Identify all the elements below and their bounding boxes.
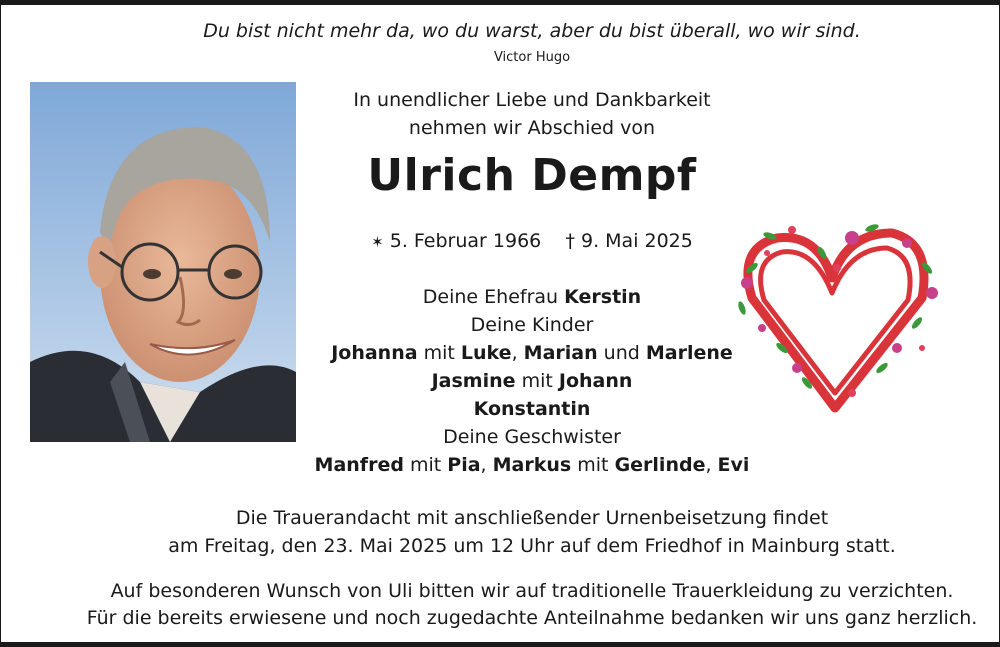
mourner-children-line-1: Johanna mit Luke, Marian und Marlene (331, 342, 733, 364)
flower-heart-illustration (722, 208, 948, 428)
service-line-1: Die Trauerandacht mit anschließender Urnenbeisetzung findet (235, 507, 829, 529)
closing-line-2: Für die bereits erwiesene und noch zugedachte Anteilnahme bedanken wir uns ganz herzlich. (86, 607, 978, 629)
mourner-siblings-line: Manfred mit Pia, Markus mit Gerlinde, Evi (314, 454, 750, 476)
service-line-2: am Freitag, den 23. Mai 2025 um 12 Uhr auf dem Friedhof in Mainburg statt. (168, 535, 896, 557)
mourner-children-line-2: Jasmine mit Johann (431, 370, 633, 392)
deceased-name: Ulrich Dempf (367, 150, 697, 201)
mourner-wife: Deine Ehefrau Kerstin (422, 286, 642, 308)
mourner-siblings-label: Deine Geschwister (443, 426, 621, 448)
death-date: 9. Mai 2025 (580, 230, 693, 252)
intro-line-1: In unendlicher Liebe und Dankbarkeit (353, 89, 711, 111)
death-cross-icon: † (565, 230, 575, 252)
birth-date: 5. Februar 1966 (389, 230, 542, 252)
intro-line-2: nehmen wir Abschied von (408, 117, 656, 139)
birth-star-icon: ✶ (371, 233, 384, 251)
quote: Du bist nicht mehr da, wo du warst, aber du bist überall, wo wir sind. (203, 20, 861, 42)
quote-author: Victor Hugo (493, 50, 571, 65)
wife-name: Kerstin (564, 286, 642, 308)
mourner-children-label: Deine Kinder (470, 314, 594, 336)
closing-line-1: Auf besonderen Wunsch von Uli bitten wir auf traditionelle Trauerkleidung zu verzichten. (110, 580, 954, 602)
mourner-children-line-3: Konstantin (473, 398, 591, 420)
